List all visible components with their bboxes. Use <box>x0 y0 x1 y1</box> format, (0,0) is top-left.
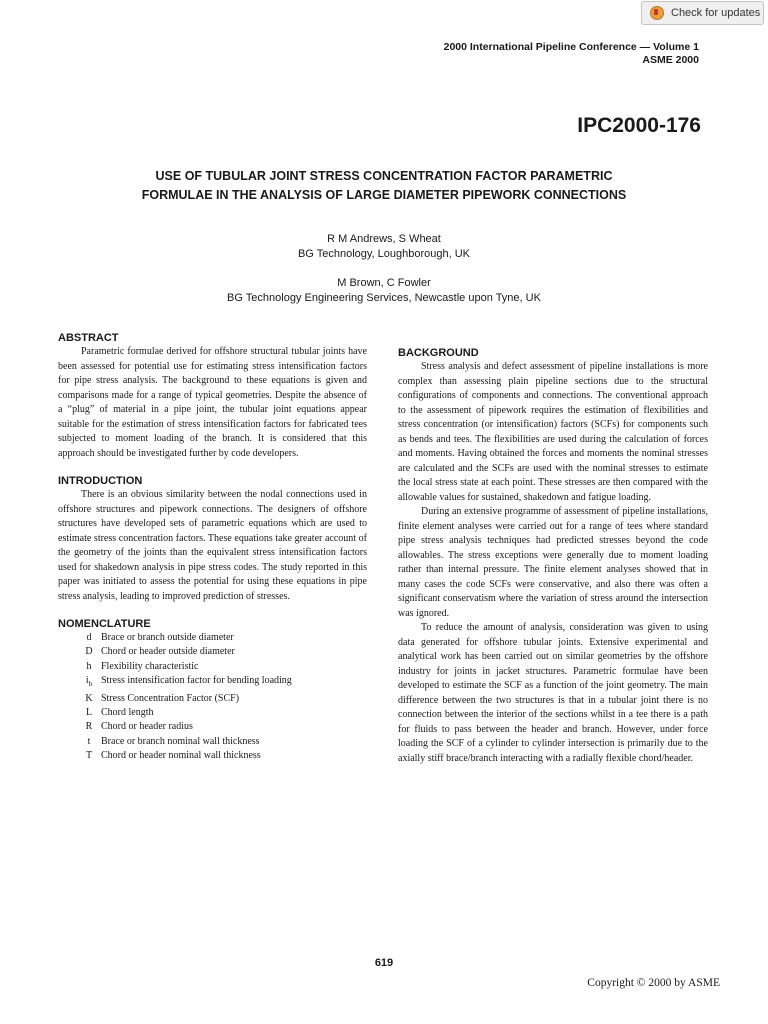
page-number: 619 <box>374 957 394 969</box>
author-names: R M Andrews, S Wheat <box>327 233 441 245</box>
abstract-heading: ABSTRACT <box>58 332 119 344</box>
author-group-1 <box>60 232 708 262</box>
nomenclature-symbol: D <box>85 646 93 658</box>
nomenclature-item <box>58 720 367 734</box>
nomenclature-definition: Brace or branch nominal wall thickness <box>101 735 260 747</box>
paper-id: IPC2000-176 <box>577 114 701 137</box>
nomenclature-item <box>58 749 367 763</box>
nomenclature-list <box>58 631 367 764</box>
nomenclature-definition: Flexibility characteristic <box>101 660 199 672</box>
paper-title <box>60 167 708 205</box>
nomenclature-definition: Chord or header radius <box>101 721 193 733</box>
nomenclature-definition: Stress intensification factor for bending loading <box>101 675 292 687</box>
nomenclature-symbol: t <box>87 735 91 747</box>
nomenclature-symbol: h <box>86 660 92 672</box>
nomenclature-definition: Brace or branch outside diameter <box>101 632 234 643</box>
right-column <box>398 346 708 766</box>
copyright-notice: Copyright © 2000 by ASME <box>587 977 720 989</box>
nomenclature-item <box>58 706 367 720</box>
nomenclature-symbol: K <box>85 692 93 704</box>
nomenclature-definition: Chord or header outside diameter <box>101 646 235 658</box>
background-paragraph-2: During an extensive programme of assessment of pipeline installations, finite element analyses were carried out for a range of tees where standard pipe stress analysis techniques had predicted stresses beyond the code allowables. The stress exceptions were generally due to moment loading rather than internal pressure. The finite element analyses showed that in many cases the code SCFs were conservative, and also there was often a significant conservatism where the variation of stress around the intersection was ignored. <box>398 506 708 619</box>
abstract-text: Parametric formulae derived for offshore structural tubular joints have been assessed for potential use for estimating stress intensification factors for pipe stress analysis. The background to these equations is given and comparisons made for a range of typical geometries. Despite the absence of a “plug” of material in a pipe joint, the tubular joint equations appear suitable for the estimation of stress intensification factors for fabricated tees subjected to moment loading of the branch. It is considered that this approach should be investigated further by code developers. <box>58 346 367 459</box>
introduction-text: There is an obvious similarity between the nodal connections used in offshore structures and pipework connections. The designers of offshore structures have developed sets of parametric equations which are used to estimate stress concentration factors. These equations take greater account of the geometry of the joints than the equivalent stress intensification factors used for shakedown analysis in pipe stress codes. The study reported in this paper was initiated to assess the potential for using these equations in pipe stress analysis, leading to improved prediction of stresses. <box>58 489 367 602</box>
nomenclature-item <box>58 735 367 749</box>
publisher-year: ASME 2000 <box>642 54 699 66</box>
nomenclature-item <box>58 674 367 691</box>
nomenclature-symbol: $i_b$ <box>85 675 93 689</box>
check-for-updates-label: Check for updates <box>671 7 761 19</box>
nomenclature-symbol: R <box>85 721 93 733</box>
nomenclature-definition: Chord or header nominal wall thickness <box>101 750 261 762</box>
background-paragraph-3: To reduce the amount of analysis, consideration was given to using data generated for offshore tubular joints. Extensive experimental and analytical work has been carried out on similar geometries by the offshore industry for joints in jacket structures. Parametric formulae have been developed to estimate the SCF as a function of the joint geometry. The main difference between the two structures is that in a tubular joint there is no connection between the interior of the sections whilst in a tee there is a path for fluids to pass between the header and branch. However, under force loading the SCF of a cylinder to cylinder intersection is primarily due to the axially stiff brace/branch interacting with a radially flexible chord/header. <box>398 622 708 764</box>
author-affiliation: BG Technology, Loughborough, UK <box>297 248 471 260</box>
nomenclature-heading: NOMENCLATURE <box>58 618 151 630</box>
nomenclature-item <box>58 660 367 674</box>
nomenclature-definition: Stress Concentration Factor (SCF) <box>101 692 240 704</box>
conference-name: 2000 International Pipeline Conference — Volume 1 <box>443 41 699 53</box>
nomenclature-item <box>58 692 367 706</box>
check-for-updates-button[interactable] <box>641 1 764 25</box>
nomenclature-symbol: T <box>85 750 93 762</box>
nomenclature-symbol: d <box>86 632 92 643</box>
author-affiliation: BG Technology Engineering Services, Newcastle upon Tyne, UK <box>227 292 541 304</box>
nomenclature-symbol: L <box>85 707 93 719</box>
author-group-2 <box>60 276 708 306</box>
nomenclature-item <box>58 631 367 645</box>
introduction-heading: INTRODUCTION <box>58 475 143 487</box>
left-column <box>58 331 367 764</box>
background-paragraph-1: Stress analysis and defect assessment of pipeline installations is more complex than assessing plain pipeline sections due to the structural configurations of components and connections. The conventional approach to the assessment of pipework requires the estimation of flexibilities and stress concentration (or intensification) factors (SCFs) for components such as bends and tees. The flexibilities are used during the calculation of forces and moments. Having obtained the forces and moments the nominal stresses are calculated and the SCFs are used with the nominal stresses to estimate the local stress state at each point. These stresses are then compared with the allowable values for sustained, shakedown and fatigue loading. <box>398 361 708 503</box>
title-line-2: FORMULAE IN THE ANALYSIS OF LARGE DIAMETER PIPEWORK CONNECTIONS <box>141 188 627 202</box>
nomenclature-item <box>58 645 367 659</box>
crossmark-icon <box>650 6 664 20</box>
author-names: M Brown, C Fowler <box>337 277 431 289</box>
background-heading: BACKGROUND <box>398 347 479 359</box>
title-line-1: USE OF TUBULAR JOINT STRESS CONCENTRATION FACTOR PARAMETRIC <box>155 169 613 183</box>
nomenclature-definition: Chord length <box>101 707 154 719</box>
